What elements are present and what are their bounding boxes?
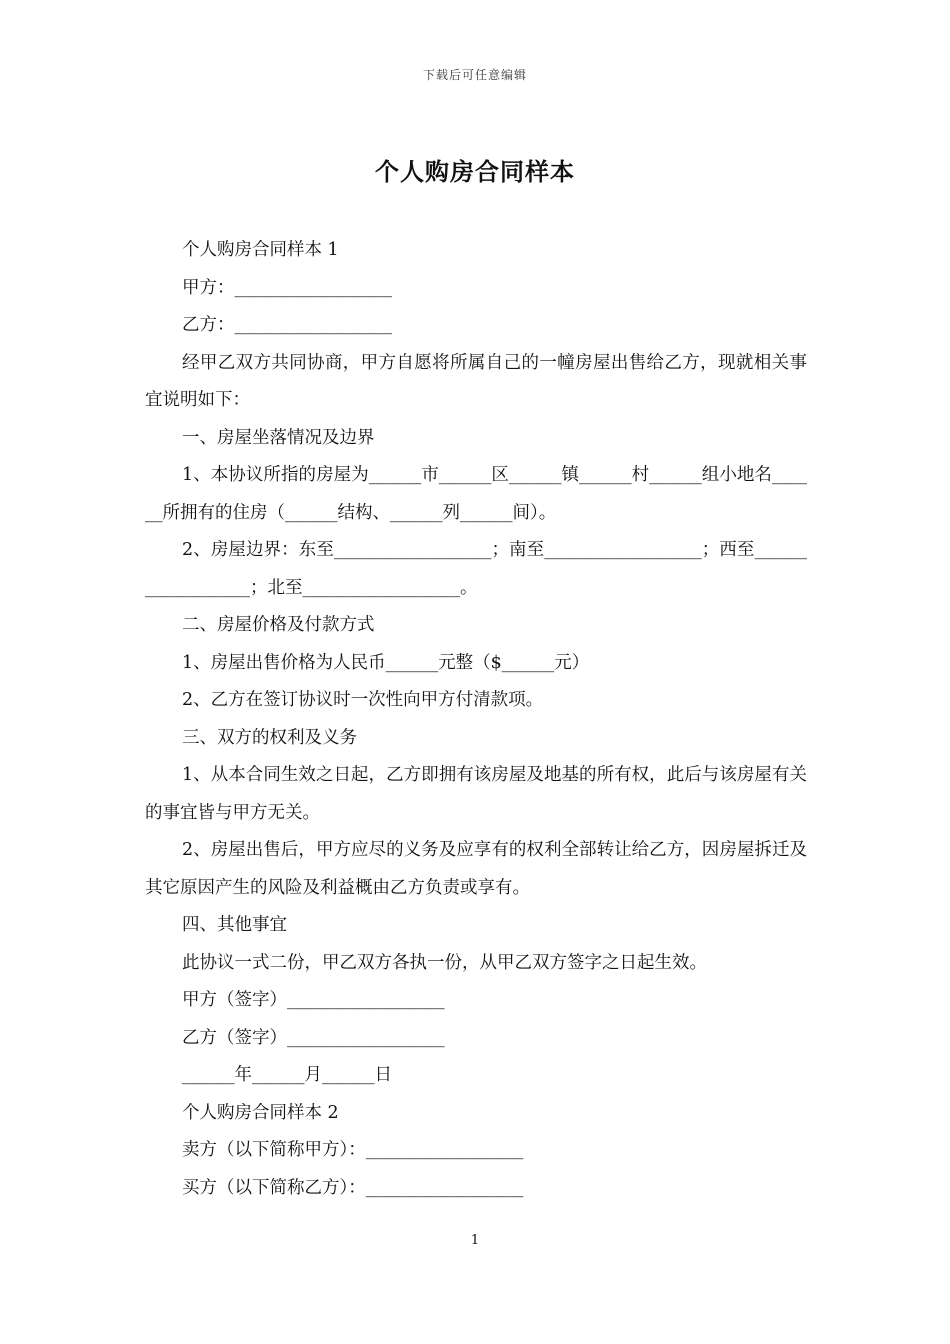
- clause-house-boundaries: 2、房屋边界：东至__________________；南至__________________；西至__________________；北至__________________。: [145, 540, 807, 598]
- party-a-field: 甲方：__________________: [182, 277, 392, 298]
- section-heading-sample-2: 个人购房合同样本 2: [182, 1102, 339, 1123]
- party-b-field: 乙方：__________________: [182, 315, 392, 335]
- page-number: 1: [470, 1233, 480, 1248]
- intro-paragraph: 经甲乙双方共同协商，甲方自愿将所属自己的一幢房屋出售给乙方，现就相关事宜说明如下：: [145, 352, 807, 410]
- date-line: ______年______月______日: [182, 1065, 392, 1085]
- section-heading-sample-1: 个人购房合同样本 1: [182, 240, 339, 260]
- clause-transfer: 2、房屋出售后，甲方应尽的义务及应享有的权利全部转让给乙方，因房屋拆迁及其它原因产生的风险及利益概由乙方负责或享有。: [145, 840, 807, 898]
- section-heading-other: 四、其他事宜: [182, 915, 287, 935]
- clause-copies: 此协议一式二份，甲乙双方各执一份，从甲乙双方签字之日起生效。: [182, 952, 707, 973]
- section-heading-rights: 三、双方的权利及义务: [182, 727, 357, 748]
- clause-ownership: 1、从本合同生效之日起，乙方即拥有该房屋及地基的所有权，此后与该房屋有关的事宜皆与甲方无关。: [145, 765, 807, 823]
- clause-house-location: 1、本协议所指的房屋为______市______区______镇______村______组小地名______所拥有的住房（______结构、______列______间）。: [145, 465, 807, 523]
- document-title: 个人购房合同样本: [375, 157, 575, 186]
- clause-payment: 2、乙方在签订协议时一次性向甲方付清款项。: [182, 690, 544, 710]
- seller-field: 卖方（以下简称甲方）：__________________: [182, 1140, 524, 1160]
- buyer-field: 买方（以下简称乙方）：__________________: [182, 1177, 524, 1198]
- section-heading-price: 二、房屋价格及付款方式: [182, 615, 375, 635]
- party-b-signature: 乙方（签字）__________________: [182, 1027, 445, 1048]
- party-a-signature: 甲方（签字）__________________: [182, 990, 445, 1010]
- document-body: [145, 232, 807, 1207]
- clause-price: 1、房屋出售价格为人民币______元整（$______元）: [182, 652, 590, 673]
- section-heading-location: 一、房屋坐落情况及边界: [182, 427, 375, 448]
- header-note: 下载后可任意编辑: [422, 68, 527, 82]
